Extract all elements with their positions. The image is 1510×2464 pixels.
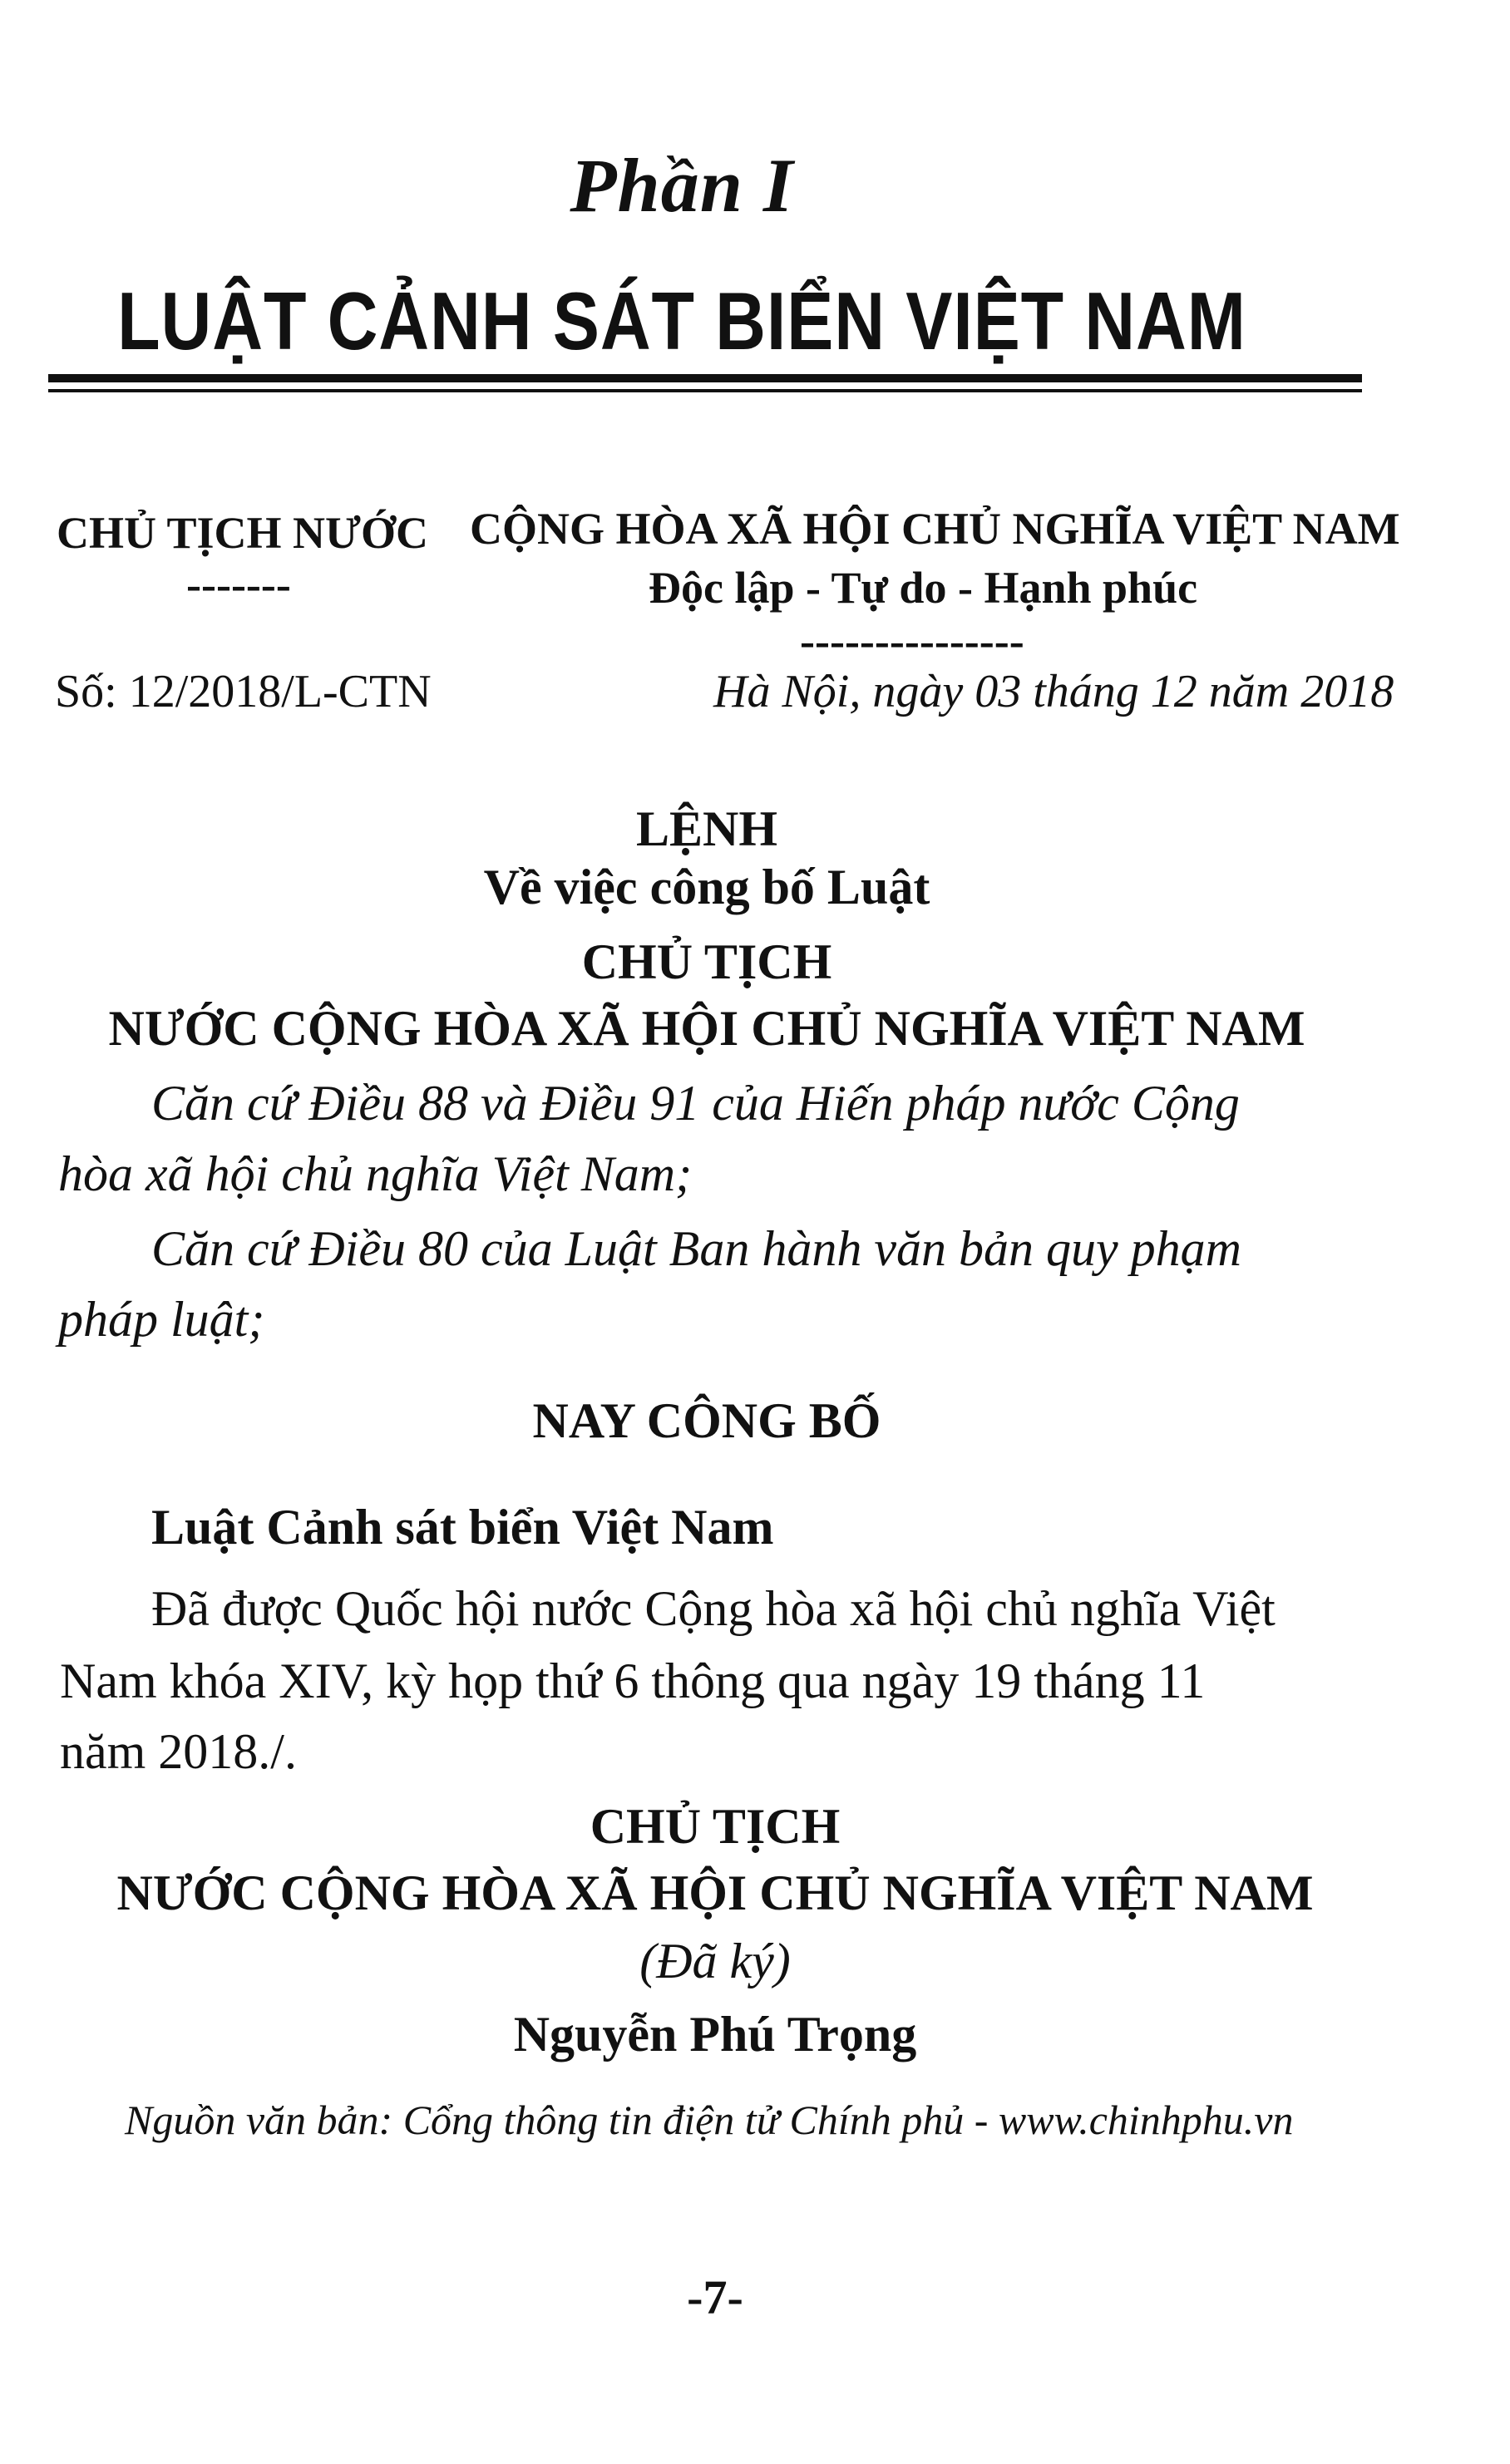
law-title: LUẬT CẢNH SÁT BIỂN VIỆT NAM: [117, 275, 1246, 367]
signer-title-line2: NƯỚC CỘNG HÒA XÃ HỘI CHỦ NGHĨA VIỆT NAM: [116, 1865, 1314, 1920]
issuer-org: CHỦ TỊCH NƯỚC: [57, 508, 429, 558]
legal-basis-2-line2: pháp luật;: [58, 1292, 265, 1347]
order-subtitle: Về việc công bố Luật: [483, 860, 930, 914]
legal-basis-1-line2: hòa xã hội chủ nghĩa Việt Nam;: [58, 1146, 693, 1201]
source-note: Nguồn văn bản: Cổng thông tin điện tử Chính phủ - www.chinhphu.vn: [125, 2097, 1294, 2143]
passage-line2: Nam khóa XIV, kỳ họp thứ 6 thông qua ngày 19 tháng 11: [60, 1653, 1206, 1708]
part-title: Phần I: [570, 143, 794, 228]
title-rule-thick: [48, 374, 1362, 382]
country-name: CỘNG HÒA XÃ HỘI CHỦ NGHĨA VIỆT NAM: [470, 504, 1400, 554]
announce-heading: NAY CÔNG BỐ: [532, 1393, 881, 1448]
issuer-dashes: -------: [186, 559, 291, 609]
order-title: LỆNH: [635, 801, 778, 856]
issuer-title-line1: CHỦ TỊCH: [581, 934, 832, 989]
place-date: Hà Nội, ngày 03 tháng 12 năm 2018: [713, 666, 1394, 717]
signer-name: Nguyễn Phú Trọng: [513, 2007, 917, 2062]
page-number: -7-: [687, 2270, 743, 2324]
signed-note: (Đã ký): [639, 1934, 791, 1988]
issuer-title-line2: NƯỚC CỘNG HÒA XÃ HỘI CHỦ NGHĨA VIỆT NAM: [108, 1001, 1305, 1056]
motto-dashes: ---------------: [800, 616, 1024, 666]
title-rule-thin: [48, 389, 1362, 392]
legal-basis-2-line1: Căn cứ Điều 80 của Luật Ban hành văn bản quy phạm: [151, 1221, 1241, 1276]
passage-line3: năm 2018./.: [60, 1724, 297, 1779]
law-name: Luật Cảnh sát biển Việt Nam: [151, 1500, 774, 1555]
legal-basis-1-line1: Căn cứ Điều 88 và Điều 91 của Hiến pháp nước Cộng: [151, 1076, 1240, 1131]
document-number: Số: 12/2018/L-CTN: [55, 666, 432, 717]
signer-title-line1: CHỦ TỊCH: [590, 1799, 841, 1854]
passage-line1: Đã được Quốc hội nước Cộng hòa xã hội chủ nghĩa Việt: [151, 1581, 1276, 1636]
national-motto: Độc lập - Tự do - Hạnh phúc: [649, 563, 1198, 613]
